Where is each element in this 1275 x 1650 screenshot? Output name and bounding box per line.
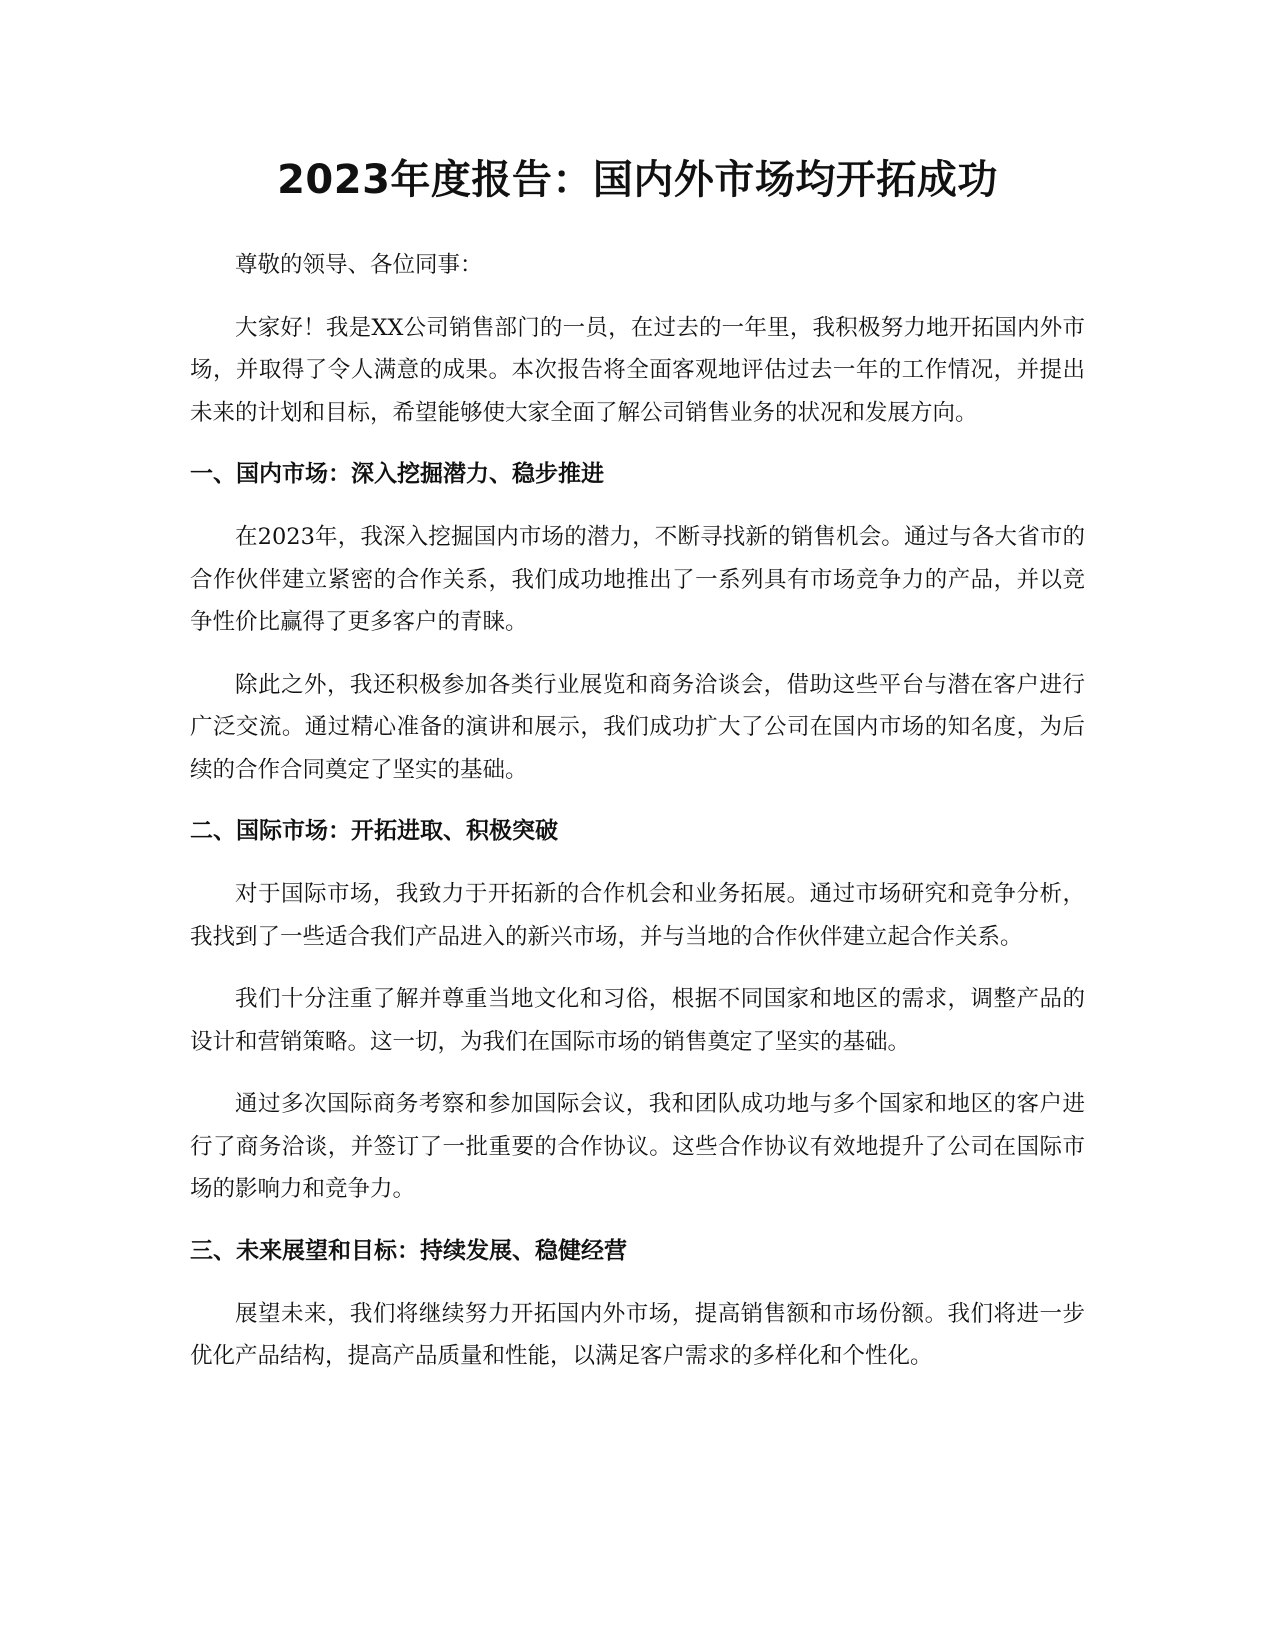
section-heading: 一、国内市场：深入挖掘潜力、稳步推进 [190, 461, 604, 487]
section-future-outlook [190, 1231, 1085, 1378]
body-paragraph: 除此之外，我还积极参加各类行业展览和商务洽谈会，借助这些平台与潜在客户进行广泛交流。通过精心准备的演讲和展示，我们成功扩大了公司在国内市场的知名度，为后续的合作合同奠定了坚实的基础。 [190, 671, 1085, 783]
intro-paragraph: 大家好！我是XX公司销售部门的一员，在过去的一年里，我积极努力地开拓国内外市场，并取得了令人满意的成果。本次报告将全面客观地评估过去一年的工作情况，并提出未来的计划和目标，希望能够使大家全面了解公司销售业务的状况和发展方向。 [190, 314, 1085, 426]
section-heading: 三、未来展望和目标：持续发展、稳健经营 [190, 1237, 627, 1264]
salutation: 尊敬的领导、各位同事： [235, 252, 483, 278]
body-paragraph: 对于国际市场，我致力于开拓新的合作机会和业务拓展。通过市场研究和竞争分析，我找到了一些适合我们产品进入的新兴市场，并与当地的合作伙伴建立起合作关系。 [190, 881, 1085, 950]
section-heading: 二、国际市场：开拓进取、积极突破 [190, 818, 558, 844]
section-domestic-market [190, 454, 1085, 791]
document-title: 2023年度报告：国内外市场均开拓成功 [277, 157, 998, 203]
body-paragraph: 通过多次国际商务考察和参加国际会议，我和团队成功地与多个国家和地区的客户进行了商务洽谈，并签订了一批重要的合作协议。这些合作协议有效地提升了公司在国际市场的影响力和竞争力。 [190, 1091, 1085, 1202]
section-international-market [190, 811, 1085, 1211]
body-paragraph: 在2023年，我深入挖掘国内市场的潜力，不断寻找新的销售机会。通过与各大省市的合作伙伴建立紧密的合作关系，我们成功地推出了一系列具有市场竞争力的产品，并以竞争性价比赢得了更多客户的青睐。 [190, 524, 1085, 635]
body-paragraph: 展望未来，我们将继续努力开拓国内外市场，提高销售额和市场份额。我们将进一步优化产品结构，提高产品质量和性能，以满足客户需求的多样化和个性化。 [190, 1300, 1085, 1369]
body-paragraph: 我们十分注重了解并尊重当地文化和习俗，根据不同国家和地区的需求，调整产品的设计和营销策略。这一切，为我们在国际市场的销售奠定了坚实的基础。 [190, 986, 1085, 1055]
